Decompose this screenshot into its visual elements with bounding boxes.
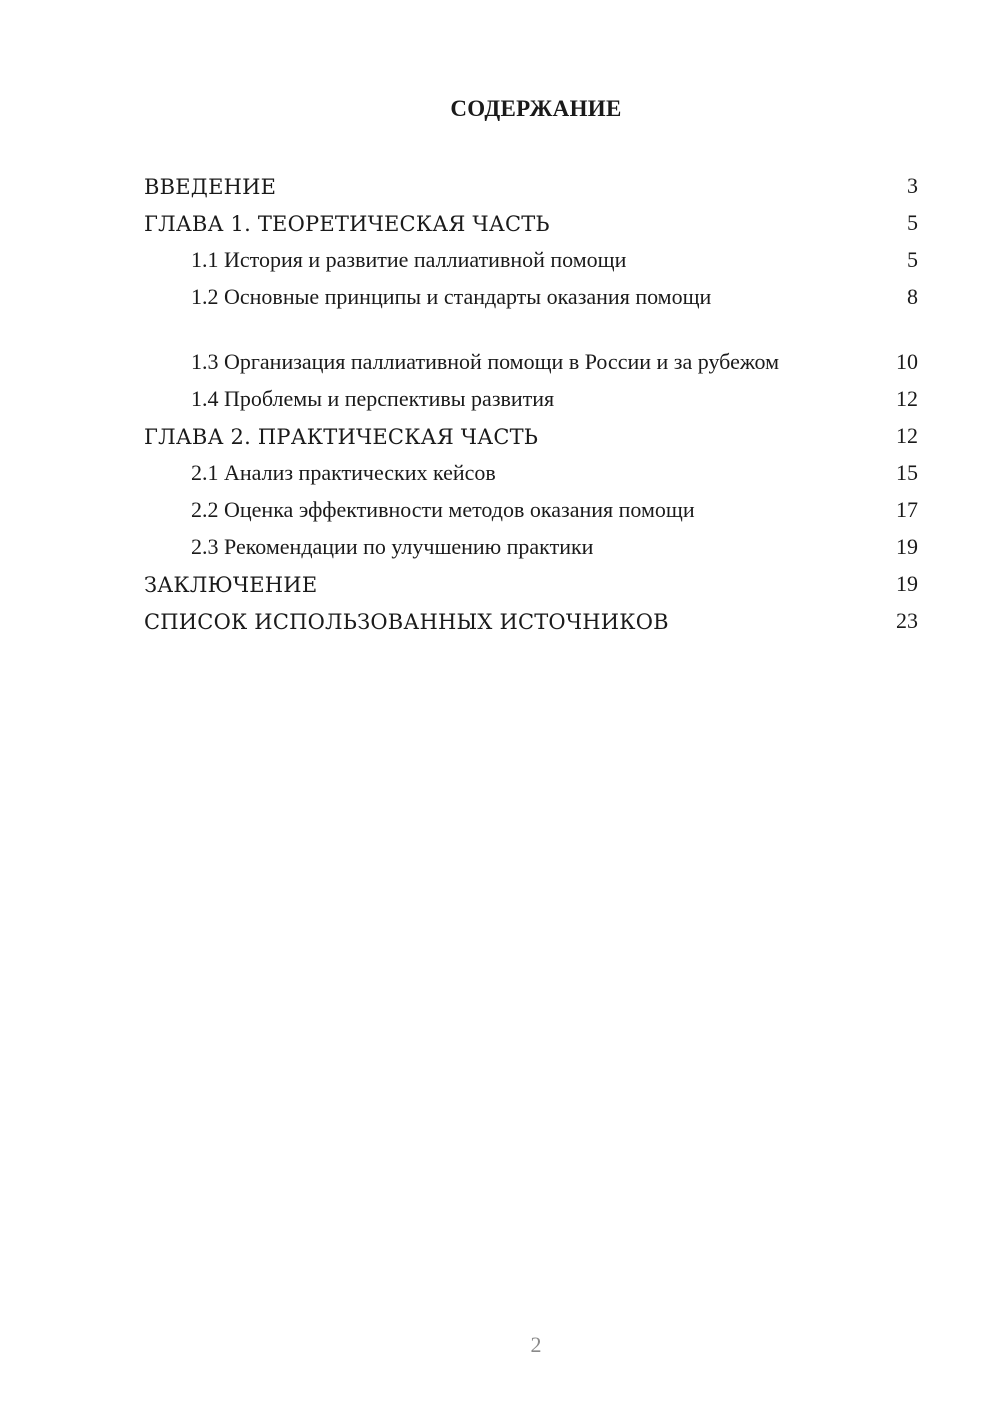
toc-entry-chapter-1 [144,205,918,242]
toc-entry-page: 5 [907,247,918,272]
toc-entry-section-2-2 [144,492,918,529]
toc-entry-conclusion [144,566,918,603]
toc-entry-label: ВВЕДЕНИЕ [144,175,277,199]
toc-entry-label: ГЛАВА 1. ТЕОРЕТИЧЕСКАЯ ЧАСТЬ [144,212,550,236]
toc-entry-label: 1.4 Проблемы и перспективы развития [191,386,555,411]
toc-entry-section-1-4 [144,381,918,418]
toc-entry-label: 2.3 Рекомендации по улучшению практики [191,534,594,559]
toc-entry-section-1-3 [144,316,918,381]
toc-entry-chapter-2 [144,418,918,455]
toc-entry-page: 12 [896,423,918,448]
toc-entry-page: 15 [896,460,918,485]
toc-entry-label: 1.1 История и развитие паллиативной помощи [191,247,627,272]
toc-entry-page: 17 [896,497,918,522]
toc-entry-page: 23 [896,608,918,633]
page-number: 2 [530,1332,542,1357]
toc-entry-page: 5 [907,210,918,235]
toc-entry-section-1-1 [144,242,918,279]
toc-entry-label: 1.2 Основные принципы и стандарты оказания помощи [191,284,712,309]
toc-entry-label: 2.1 Анализ практических кейсов [191,460,496,485]
toc-entry-introduction [144,168,918,205]
toc-entry-section-1-2 [144,279,918,316]
toc-entry-page: 3 [907,173,918,198]
toc-entry-page: 19 [896,571,918,596]
page-title: СОДЕРЖАНИЕ [450,96,622,121]
table-of-contents [144,168,918,640]
toc-entry-page: 8 [907,284,918,309]
toc-entry-label: СПИСОК ИСПОЛЬЗОВАННЫХ ИСТОЧНИКОВ [144,610,669,634]
toc-entry-label: ГЛАВА 2. ПРАКТИЧЕСКАЯ ЧАСТЬ [144,425,539,449]
toc-entry-label: 2.2 Оценка эффективности методов оказания помощи [191,497,695,522]
toc-entry-references [144,603,918,640]
toc-entry-page: 19 [896,534,918,559]
toc-entry-label: ЗАКЛЮЧЕНИЕ [144,573,318,597]
toc-entry-section-2-1 [144,455,918,492]
toc-entry-page: 12 [896,386,918,411]
toc-entry-label: 1.3 Организация паллиативной помощи в России и за рубежом [191,349,779,374]
toc-entry-page: 10 [896,349,918,374]
toc-entry-section-2-3 [144,529,918,566]
